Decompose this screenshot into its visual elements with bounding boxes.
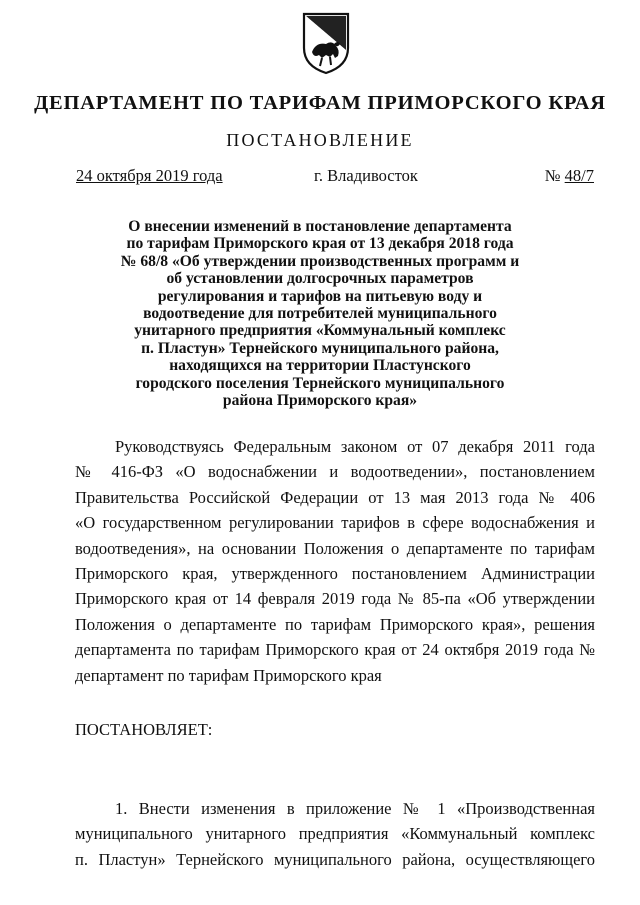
preamble-line: Руководствуясь Федеральным законом от 07 декабря 2011 года: [115, 437, 595, 456]
title-line: п. Пластун» Тернейского муниципального района,: [141, 339, 499, 357]
title-line: унитарного предприятия «Коммунальный комплекс: [134, 322, 506, 340]
item-1-line: п. Пластун» Тернейского муниципального района, осуществляющего: [75, 849, 595, 869]
item-1-paragraph: [75, 796, 595, 872]
title-line: района Приморского края»: [222, 392, 418, 410]
decree-word: ПОСТАНОВЛЯЕТ:: [75, 720, 213, 739]
document-number-value: 48/7: [564, 166, 594, 185]
preamble-line: Приморского края от 14 февраля 2019 года № 85-па «Об утверждении: [75, 589, 595, 609]
item-1-line: муниципального унитарного предприятия «Коммунальный комплекс: [75, 824, 595, 844]
department-name: ДЕПАРТАМЕНТ ПО ТАРИФАМ ПРИМОРСКОГО КРАЯ: [34, 92, 606, 114]
preamble-line: Приморского края, утвержденного постановлением Администрации: [75, 563, 595, 583]
title-line: находящихся на территории Пластунского: [169, 357, 471, 375]
document-title: [100, 218, 540, 409]
preamble-line: № 416-ФЗ «О водоснабжении и водоотведении», постановлением: [75, 462, 595, 482]
title-line: городского поселения Тернейского муниципального: [135, 374, 505, 392]
preamble-paragraph: [75, 434, 595, 688]
title-line: регулирования и тарифов на питьевую воду и: [157, 287, 483, 305]
document-city: г. Владивосток: [314, 166, 418, 185]
preamble-line: Положения о департаменте по тарифам Приморского края», решения: [75, 614, 595, 634]
item-1-line: 1. Внести изменения в приложение № 1 «Производственная: [115, 799, 595, 818]
preamble-line: Правительства Российской Федерации от 13 мая 2013 года № 406: [75, 487, 595, 507]
preamble-line: «О государственном регулировании тарифов в сфере водоснабжения и: [75, 513, 595, 533]
document-number: [545, 166, 594, 186]
primorsky-krai-coat-of-arms-icon: [300, 10, 352, 76]
title-line: № 68/8 «Об утверждении производственных программ и: [120, 252, 520, 270]
title-line: водоотведение для потребителей муниципального: [143, 305, 497, 323]
document-date: 24 октября 2019 года: [76, 166, 223, 185]
preamble-line: департамент по тарифам Приморского края: [75, 665, 382, 685]
document-number-prefix: №: [544, 166, 565, 185]
preamble-line: департамента по тарифам Приморского края от 24 октября 2019 года №: [75, 640, 595, 660]
document-type: ПОСТАНОВЛЕНИЕ: [226, 130, 414, 150]
title-line: по тарифам Приморского края от 13 декабря 2018 года: [126, 235, 514, 253]
preamble-line: водоотведения», на основании Положения о департаменте по тарифам: [75, 538, 595, 558]
title-line: об установлении долгосрочных параметров: [166, 270, 474, 288]
title-line: О внесении изменений в постановление департамента: [128, 218, 512, 235]
